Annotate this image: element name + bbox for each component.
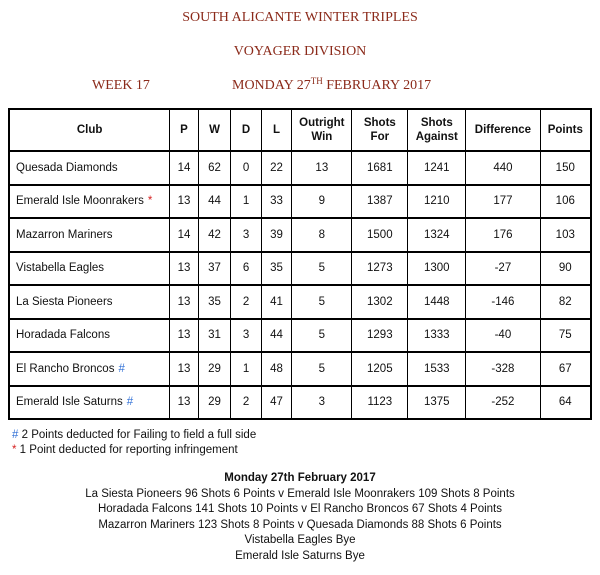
fixture-line: Emerald Isle Saturns Bye [235, 549, 365, 562]
hash-mark: # [12, 429, 19, 441]
note-text: 2 Points deducted for Failing to field a full side [18, 429, 257, 441]
shots-against-cell: 1333 [408, 319, 466, 353]
fixture-line: Horadada Falcons 141 Shots 10 Points v El Rancho Broncos 67 Shots 4 Points [97, 503, 503, 516]
date-label [232, 78, 431, 94]
played-cell: 13 [170, 319, 198, 353]
table-row [9, 319, 591, 353]
notes [12, 428, 256, 458]
difference-cell: -146 [466, 285, 540, 319]
column-header: Shots Against [408, 109, 466, 151]
league-table [8, 108, 592, 420]
fixture-line: Vistabella Eagles Bye [244, 534, 356, 547]
date-suffix: FEBRUARY 2017 [322, 78, 432, 93]
difference-cell: 176 [466, 218, 540, 252]
note-star [12, 443, 256, 458]
club-cell [9, 151, 170, 185]
drawn-cell: 3 [231, 218, 262, 252]
club-cell [9, 386, 170, 420]
won-cell: 37 [198, 252, 231, 286]
lost-cell: 22 [261, 151, 292, 185]
lost-cell: 48 [261, 352, 292, 386]
outright-win-cell: 5 [292, 319, 352, 353]
column-header: Difference [466, 109, 540, 151]
shots-for-cell: 1293 [352, 319, 408, 353]
shots-for-cell: 1681 [352, 151, 408, 185]
table-row [9, 252, 591, 286]
shots-for-cell: 1273 [352, 252, 408, 286]
difference-cell: 177 [466, 185, 540, 219]
column-header: D [231, 109, 262, 151]
shots-against-cell: 1241 [408, 151, 466, 185]
league-title: SOUTH ALICANTE WINTER TRIPLES [182, 10, 418, 25]
star-mark: * [12, 444, 17, 456]
table-row [9, 185, 591, 219]
won-cell: 44 [198, 185, 231, 219]
week-label: WEEK 17 [92, 78, 150, 93]
drawn-cell: 0 [231, 151, 262, 185]
points-cell: 103 [540, 218, 591, 252]
column-header: Club [9, 109, 170, 151]
points-cell: 90 [540, 252, 591, 286]
shots-for-cell: 1123 [352, 386, 408, 420]
difference-cell: -328 [466, 352, 540, 386]
lost-cell: 35 [261, 252, 292, 286]
fixtures-title: Monday 27th February 2017 [224, 472, 376, 484]
difference-cell: -27 [466, 252, 540, 286]
table-row [9, 151, 591, 185]
table-row [9, 352, 591, 386]
shots-for-cell: 1387 [352, 185, 408, 219]
note-hash [12, 428, 256, 443]
club-name: Emerald Isle Moonrakers [16, 195, 144, 208]
club-cell [9, 319, 170, 353]
date-prefix: MONDAY 27 [232, 78, 311, 93]
difference-cell: -40 [466, 319, 540, 353]
shots-for-cell: 1302 [352, 285, 408, 319]
hash-mark: # [118, 362, 125, 375]
note-text: 1 Point deducted for reporting infringement [16, 444, 238, 456]
played-cell: 14 [170, 218, 198, 252]
lost-cell: 47 [261, 386, 292, 420]
column-header: P [170, 109, 198, 151]
club-cell [9, 185, 170, 219]
column-header: Outright Win [292, 109, 352, 151]
played-cell: 13 [170, 252, 198, 286]
points-cell: 67 [540, 352, 591, 386]
club-name: Vistabella Eagles [16, 262, 105, 275]
fixture-line: Mazarron Mariners 123 Shots 8 Points v Quesada Diamonds 88 Shots 6 Points [98, 518, 502, 531]
points-cell: 64 [540, 386, 591, 420]
drawn-cell: 2 [231, 285, 262, 319]
table-row [9, 285, 591, 319]
club-name: Emerald Isle Saturns [16, 396, 123, 409]
outright-win-cell: 5 [292, 352, 352, 386]
club-cell [9, 352, 170, 386]
shots-against-cell: 1210 [408, 185, 466, 219]
shots-against-cell: 1533 [408, 352, 466, 386]
played-cell: 13 [170, 185, 198, 219]
fixtures [0, 471, 600, 565]
outright-win-cell: 5 [292, 285, 352, 319]
shots-for-cell: 1205 [352, 352, 408, 386]
column-header: Shots For [352, 109, 408, 151]
drawn-cell: 1 [231, 352, 262, 386]
lost-cell: 44 [261, 319, 292, 353]
club-cell [9, 285, 170, 319]
club-cell [9, 252, 170, 286]
outright-win-cell: 5 [292, 252, 352, 286]
won-cell: 31 [198, 319, 231, 353]
shots-against-cell: 1448 [408, 285, 466, 319]
outright-win-cell: 13 [292, 151, 352, 185]
drawn-cell: 6 [231, 252, 262, 286]
outright-win-cell: 9 [292, 185, 352, 219]
drawn-cell: 1 [231, 185, 262, 219]
drawn-cell: 2 [231, 386, 262, 420]
lost-cell: 33 [261, 185, 292, 219]
played-cell: 13 [170, 352, 198, 386]
difference-cell: -252 [466, 386, 540, 420]
club-cell [9, 218, 170, 252]
lost-cell: 41 [261, 285, 292, 319]
column-header: Points [540, 109, 591, 151]
date-suffix-sup: TH [310, 76, 323, 86]
played-cell: 14 [170, 151, 198, 185]
club-name: La Siesta Pioneers [16, 295, 113, 308]
played-cell: 13 [170, 285, 198, 319]
star-mark: * [147, 195, 153, 208]
won-cell: 35 [198, 285, 231, 319]
shots-for-cell: 1500 [352, 218, 408, 252]
club-name: Mazarron Mariners [16, 228, 113, 241]
difference-cell: 440 [466, 151, 540, 185]
won-cell: 29 [198, 352, 231, 386]
won-cell: 42 [198, 218, 231, 252]
column-header: W [198, 109, 231, 151]
won-cell: 62 [198, 151, 231, 185]
table-row [9, 218, 591, 252]
division-title: VOYAGER DIVISION [233, 44, 367, 59]
shots-against-cell: 1375 [408, 386, 466, 420]
club-name: El Rancho Broncos [16, 362, 115, 375]
won-cell: 29 [198, 386, 231, 420]
points-cell: 75 [540, 319, 591, 353]
shots-against-cell: 1324 [408, 218, 466, 252]
lost-cell: 39 [261, 218, 292, 252]
outright-win-cell: 8 [292, 218, 352, 252]
fixture-line: La Siesta Pioneers 96 Shots 6 Points v Emerald Isle Moonrakers 109 Shots 8 Points [85, 487, 515, 500]
points-cell: 82 [540, 285, 591, 319]
table-header-row [9, 109, 591, 151]
outright-win-cell: 3 [292, 386, 352, 420]
table-row [9, 386, 591, 420]
points-cell: 150 [540, 151, 591, 185]
club-name: Horadada Falcons [16, 329, 110, 342]
played-cell: 13 [170, 386, 198, 420]
column-header: L [261, 109, 292, 151]
shots-against-cell: 1300 [408, 252, 466, 286]
hash-mark: # [126, 396, 134, 409]
points-cell: 106 [540, 185, 591, 219]
drawn-cell: 3 [231, 319, 262, 353]
club-name: Quesada Diamonds [16, 161, 118, 174]
